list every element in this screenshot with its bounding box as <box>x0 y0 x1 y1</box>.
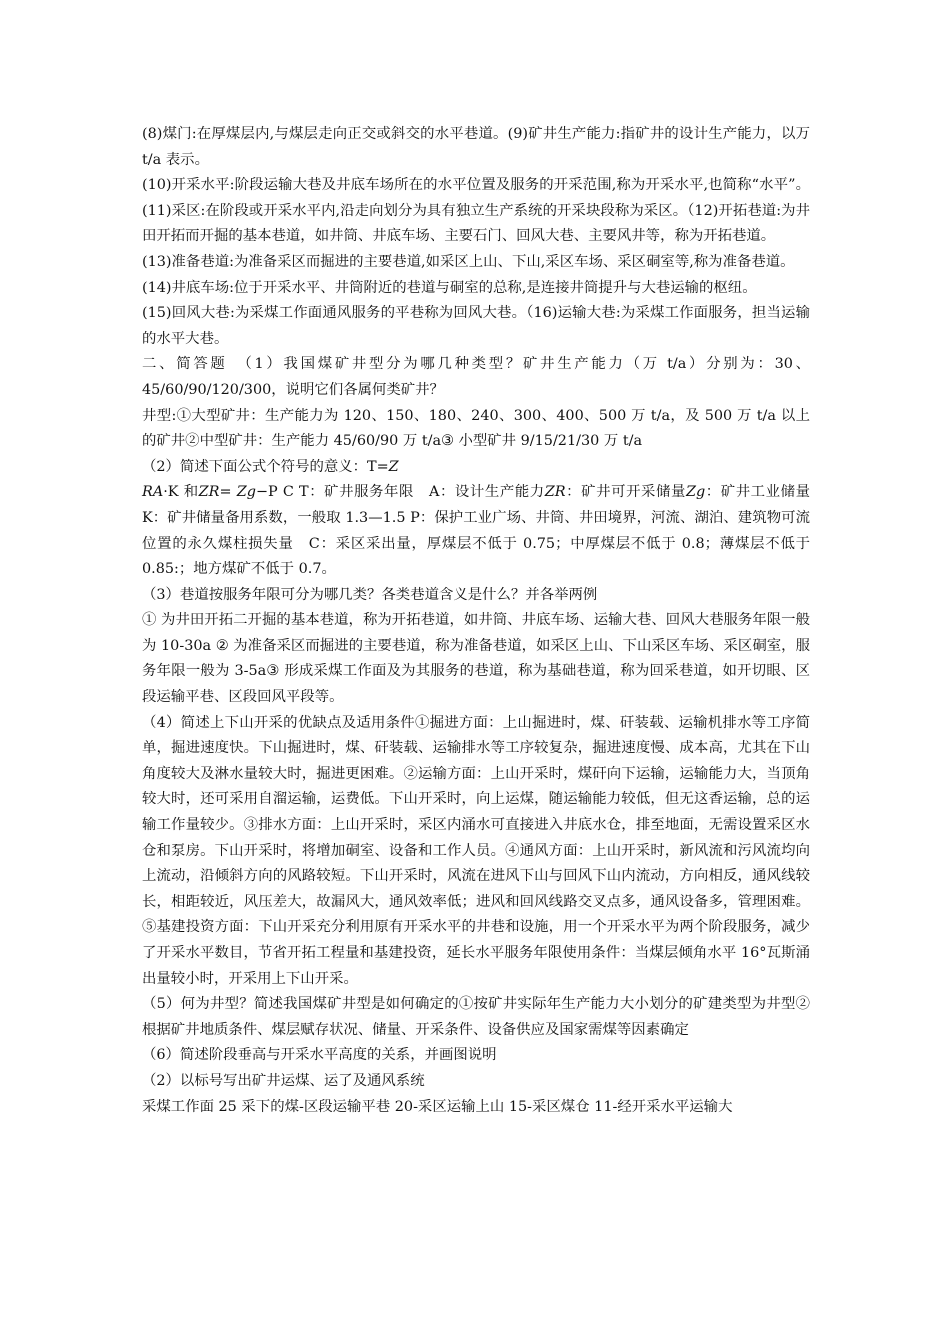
answer-paragraph-2: 𝑅𝐴·K 和𝑍𝑅= 𝑍𝑔−P C T：矿井服务年限 A：设计生产能力𝑍𝑅：矿井可开采储量𝑍𝑔：矿井工业储量 K：矿井储量备用系数，一般取 1.3—1.5 P：保护工业广场、井筒、井田境界，河流、湖泊、建筑物可流位置的永久煤柱损失量 C：采区采出量，厚煤层不低于 0.75；中厚煤层不低于 0.8；薄煤层不低于 0.85:；地方煤矿不低于 0.7。 <box>142 484 825 578</box>
definition-paragraph-14: (14)井底车场:位于开采水平、井筒附近的巷道与硐室的总称,是连接井筒提升与大巷运输的枢纽。 <box>142 279 757 296</box>
answer-paragraph-systems: 采煤工作面 25 采下的煤-区段运输平巷 20-采区运输上山 15-采区煤仓 11-经开采水平运输大 <box>142 1098 733 1115</box>
definition-paragraph-13: (13)准备巷道:为准备采区而掘进的主要巷道,如采区上山、下山,采区车场、采区硐室等,称为准备巷道。 <box>142 253 795 270</box>
question-answer-5: （5）何为井型？简述我国煤矿井型是如何确定的①按矿井实际年生产能力大小划分的矿建类型为井型②根据矿井地质条件、煤层赋存状况、储量、开采条件、设备供应及国家需煤等因素确定 <box>142 996 810 1038</box>
question-2: （2）简述下面公式个符号的意义：T=𝑍 <box>142 458 399 475</box>
definition-paragraph-10-12: (10)开采水平:阶段运输大巷及井底车场所在的水平位置及服务的开采范围,称为开采水平,也简称“水平”。(11)采区:在阶段或开采水平内,沿走向划分为具有独立生产系统的开采块段称为采区。（12)开拓巷道:为井田开拓而开掘的基本巷道，如井筒、井底车场、主要石门、回风大巷、主要风井等，称为开拓巷道。 <box>142 177 810 245</box>
answer-paragraph-1: 井型:①大型矿井：生产能力为 120、150、180、240、300、400、500 万 t/a，及 500 万 t/a 以上的矿井②中型矿井：生产能力 45/60/90 万 t/a③ 小型矿井 9/15/21/30 万 t/a <box>142 407 810 450</box>
question-answer-4: （4）简述上下山开采的优缺点及适用条件①掘进方面：上山掘进时，煤、矸装载、运输机排水等工序简单，掘进速度快。下山掘进时，煤、矸装载、运输排水等工序较复杂，掘进速度慢、成本高，尤其在下山角度较大及淋水量较大时，掘进更困难。②运输方面：上山开采时，煤矸向下运输，运输能力大，当顶角较大时，还可采用自溜运输，运费低。下山开采时，向上运煤，随运输能力较低，但无这香运输，总的运输工作量较少。③排水方面：上山开采时，采区内涌水可直接进入井底水仓，排至地面，无需设置采区水仓和泵房。下山开采时，将增加硐室、设备和工作人员。④通风方面：上山开采时，新风流和污风流均向上流动，沿倾斜方向的风路较短。下山开采时，风流在进风下山与回风下山内流动，方向相反，通风线较长，相距较近，风压差大，故漏风大，通风效率低；进风和回风线路交叉点多，通风设备多，管理困难。⑤基建投资方面：下山开采充分利用原有开采水平的井巷和设施，用一个开采水平为两个阶段服务，减少了开采水平数目，节省开拓工程量和基建投资，延长水平服务年限使用条件：当煤层倾角水平 16°瓦斯涌出量较小时，开采用上下山开采。 <box>142 714 810 987</box>
question-6: （6）简述阶段垂高与开采水平高度的关系，并画图说明 <box>142 1047 497 1064</box>
document-body <box>142 122 825 1120</box>
section-heading-question-1: 二、简答题 （1）我国煤矿井型分为哪几种类型？矿井生产能力（万 t/a）分别为：30、45/60/90/120/300，说明它们各属何类矿井？ <box>142 356 810 398</box>
question-3: （3）巷道按服务年限可分为哪几类？各类巷道含义是什么？并各举两例 <box>142 586 598 603</box>
answer-paragraph-3: ① 为井田开拓二开掘的基本巷道，称为开拓巷道，如井筒、井底车场、运输大巷、回风大巷服务年限一般为 10-30a ② 为准备采区而掘进的主要巷道，称为准备巷道，如采区上山、下山采区车场、采区硐室，服务年限一般为 3-5a③ 形成采煤工作面及为其服务的巷道，称为基础巷道，称为回采巷道，如开切眼、区段运输平巷、区段回风平段等。 <box>142 612 810 706</box>
definition-paragraph-8-9: (8)煤门:在厚煤层内,与煤层走向正交或斜交的水平巷道。(9)矿井生产能力:指矿井的设计生产能力，以万 t/a 表示。 <box>142 126 810 168</box>
question-2-systems: （2）以标号写出矿井运煤、运了及通风系统 <box>142 1072 425 1089</box>
definition-paragraph-15-16: (15)回风大巷:为采煤工作面通风服务的平巷称为回风大巷。（16)运输大巷:为采煤工作面服务，担当运输的水平大巷。 <box>142 305 810 347</box>
